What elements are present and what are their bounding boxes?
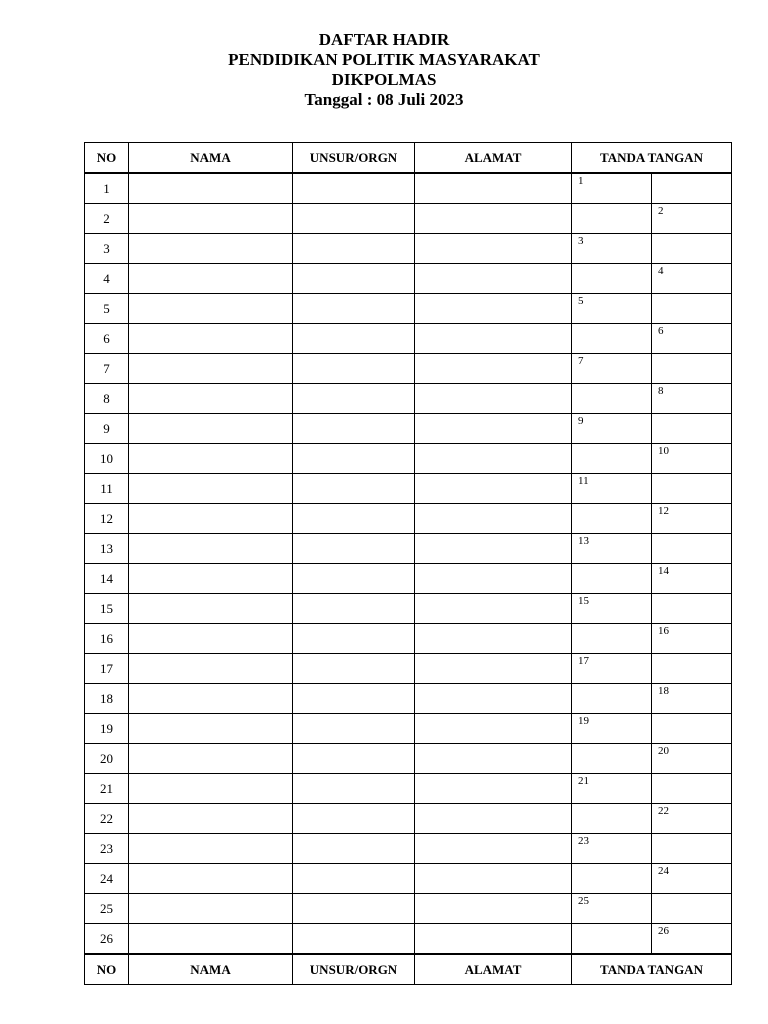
signature-cell-left[interactable]	[572, 594, 652, 624]
column-footer-nama: NAMA	[129, 954, 293, 985]
signature-cell-right[interactable]	[652, 834, 732, 864]
signature-number: 21	[578, 775, 589, 787]
row-number: 4	[85, 264, 129, 294]
nama-cell[interactable]	[129, 264, 293, 294]
column-footer-unsur: UNSUR/ORGN	[293, 954, 415, 985]
unsur-cell[interactable]	[293, 684, 415, 714]
unsur-cell[interactable]	[293, 654, 415, 684]
table-row	[85, 684, 732, 714]
signature-number: 13	[578, 535, 589, 547]
signature-cell-left[interactable]	[572, 804, 652, 834]
table-row	[85, 534, 732, 564]
alamat-cell[interactable]	[415, 654, 572, 684]
unsur-cell[interactable]	[293, 804, 415, 834]
nama-cell[interactable]	[129, 234, 293, 264]
signature-number: 15	[578, 595, 589, 607]
nama-cell[interactable]	[129, 654, 293, 684]
signature-cell-right[interactable]	[652, 684, 732, 714]
nama-cell[interactable]	[129, 414, 293, 444]
column-header-no: NO	[85, 143, 129, 174]
row-number: 22	[85, 804, 129, 834]
signature-cell-left[interactable]	[572, 564, 652, 594]
signature-number: 22	[658, 805, 669, 817]
table-row	[85, 564, 732, 594]
row-number: 16	[85, 624, 129, 654]
row-number: 13	[85, 534, 129, 564]
signature-cell-right[interactable]	[652, 324, 732, 354]
signature-cell-left[interactable]	[572, 714, 652, 744]
signature-cell-right[interactable]	[652, 804, 732, 834]
row-number: 23	[85, 834, 129, 864]
alamat-cell[interactable]	[415, 744, 572, 774]
document-abbreviation: DIKPOLMAS	[331, 70, 437, 89]
column-header-tanda-tangan: TANDA TANGAN	[572, 143, 732, 174]
row-number: 3	[85, 234, 129, 264]
signature-number: 26	[658, 925, 669, 937]
table-row	[85, 924, 732, 955]
row-number: 10	[85, 444, 129, 474]
signature-cell-right[interactable]	[652, 444, 732, 474]
alamat-cell[interactable]	[415, 894, 572, 924]
signature-number: 24	[658, 865, 669, 877]
nama-cell[interactable]	[129, 324, 293, 354]
alamat-cell[interactable]	[415, 834, 572, 864]
alamat-cell[interactable]	[415, 354, 572, 384]
alamat-cell[interactable]	[415, 264, 572, 294]
signature-cell-left[interactable]	[572, 414, 652, 444]
signature-cell-left[interactable]	[572, 173, 652, 204]
signature-cell-left[interactable]	[572, 744, 652, 774]
row-number: 5	[85, 294, 129, 324]
nama-cell[interactable]	[129, 204, 293, 234]
signature-cell-right[interactable]	[652, 744, 732, 774]
alamat-cell[interactable]	[415, 564, 572, 594]
column-header-nama: NAMA	[129, 143, 293, 174]
signature-number: 20	[658, 745, 669, 757]
nama-cell[interactable]	[129, 444, 293, 474]
alamat-cell[interactable]	[415, 924, 572, 955]
unsur-cell[interactable]	[293, 414, 415, 444]
table-row	[85, 864, 732, 894]
signature-cell-left[interactable]	[572, 384, 652, 414]
table-row	[85, 774, 732, 804]
nama-cell[interactable]	[129, 894, 293, 924]
signature-cell-right[interactable]	[652, 654, 732, 684]
alamat-cell[interactable]	[415, 774, 572, 804]
table-footer-row	[85, 954, 732, 985]
table-header-row	[85, 143, 732, 174]
signature-cell-right[interactable]	[652, 774, 732, 804]
table-row	[85, 354, 732, 384]
column-footer-tanda-tangan: TANDA TANGAN	[572, 954, 732, 985]
table-row	[85, 474, 732, 504]
nama-cell[interactable]	[129, 624, 293, 654]
alamat-cell[interactable]	[415, 714, 572, 744]
nama-cell[interactable]	[129, 504, 293, 534]
nama-cell[interactable]	[129, 804, 293, 834]
alamat-cell[interactable]	[415, 173, 572, 204]
row-number: 25	[85, 894, 129, 924]
signature-cell-left[interactable]	[572, 204, 652, 234]
unsur-cell[interactable]	[293, 534, 415, 564]
table-row	[85, 654, 732, 684]
table-row	[85, 204, 732, 234]
signature-number: 23	[578, 835, 589, 847]
signature-cell-left[interactable]	[572, 654, 652, 684]
row-number: 21	[85, 774, 129, 804]
unsur-cell[interactable]	[293, 384, 415, 414]
signature-cell-left[interactable]	[572, 504, 652, 534]
unsur-cell[interactable]	[293, 234, 415, 264]
row-number: 24	[85, 864, 129, 894]
signature-cell-right[interactable]	[652, 624, 732, 654]
signature-cell-right[interactable]	[652, 264, 732, 294]
signature-cell-right[interactable]	[652, 564, 732, 594]
document-subtitle: PENDIDIKAN POLITIK MASYARAKAT	[228, 50, 540, 69]
signature-cell-left[interactable]	[572, 264, 652, 294]
nama-cell[interactable]	[129, 714, 293, 744]
row-number: 14	[85, 564, 129, 594]
signature-cell-left[interactable]	[572, 324, 652, 354]
table-row	[85, 804, 732, 834]
table-row	[85, 744, 732, 774]
unsur-cell[interactable]	[293, 504, 415, 534]
signature-number: 19	[578, 715, 589, 727]
unsur-cell[interactable]	[293, 264, 415, 294]
signature-cell-right[interactable]	[652, 924, 732, 955]
table-row	[85, 834, 732, 864]
signature-cell-right[interactable]	[652, 384, 732, 414]
signature-cell-right[interactable]	[652, 234, 732, 264]
nama-cell[interactable]	[129, 774, 293, 804]
alamat-cell[interactable]	[415, 444, 572, 474]
alamat-cell[interactable]	[415, 204, 572, 234]
signature-cell-right[interactable]	[652, 474, 732, 504]
signature-cell-right[interactable]	[652, 534, 732, 564]
attendance-table	[84, 142, 732, 985]
signature-number: 14	[658, 565, 669, 577]
alamat-cell[interactable]	[415, 684, 572, 714]
alamat-cell[interactable]	[415, 384, 572, 414]
nama-cell[interactable]	[129, 384, 293, 414]
signature-cell-left[interactable]	[572, 294, 652, 324]
signature-cell-left[interactable]	[572, 624, 652, 654]
row-number: 9	[85, 414, 129, 444]
nama-cell[interactable]	[129, 354, 293, 384]
unsur-cell[interactable]	[293, 714, 415, 744]
alamat-cell[interactable]	[415, 294, 572, 324]
column-footer-alamat: ALAMAT	[415, 954, 572, 985]
signature-cell-right[interactable]	[652, 894, 732, 924]
signature-number: 25	[578, 895, 589, 907]
unsur-cell[interactable]	[293, 924, 415, 955]
document-date: Tanggal : 08 Juli 2023	[304, 90, 464, 109]
signature-cell-right[interactable]	[652, 294, 732, 324]
row-number: 20	[85, 744, 129, 774]
nama-cell[interactable]	[129, 834, 293, 864]
signature-cell-right[interactable]	[652, 714, 732, 744]
signature-number: 12	[658, 505, 669, 517]
signature-cell-left[interactable]	[572, 774, 652, 804]
table-row	[85, 264, 732, 294]
table-row	[85, 504, 732, 534]
nama-cell[interactable]	[129, 294, 293, 324]
document-title: DAFTAR HADIR	[318, 30, 450, 49]
unsur-cell[interactable]	[293, 173, 415, 204]
row-number: 26	[85, 924, 129, 955]
signature-number: 11	[578, 475, 589, 487]
signature-number: 6	[658, 325, 664, 337]
signature-number: 7	[578, 355, 584, 367]
signature-number: 18	[658, 685, 669, 697]
row-number: 8	[85, 384, 129, 414]
signature-cell-right[interactable]	[652, 354, 732, 384]
signature-number: 3	[578, 235, 584, 247]
signature-cell-left[interactable]	[572, 864, 652, 894]
table-row	[85, 894, 732, 924]
row-number: 1	[85, 173, 129, 204]
signature-cell-left[interactable]	[572, 834, 652, 864]
alamat-cell[interactable]	[415, 324, 572, 354]
unsur-cell[interactable]	[293, 834, 415, 864]
signature-number: 1	[578, 175, 584, 187]
unsur-cell[interactable]	[293, 354, 415, 384]
signature-number: 8	[658, 385, 664, 397]
table-body	[85, 173, 732, 954]
unsur-cell[interactable]	[293, 594, 415, 624]
table-row	[85, 444, 732, 474]
row-number: 2	[85, 204, 129, 234]
signature-number: 5	[578, 295, 584, 307]
table-row	[85, 294, 732, 324]
row-number: 19	[85, 714, 129, 744]
column-footer-no: NO	[85, 954, 129, 985]
signature-cell-left[interactable]	[572, 924, 652, 955]
nama-cell[interactable]	[129, 564, 293, 594]
row-number: 12	[85, 504, 129, 534]
row-number: 15	[85, 594, 129, 624]
column-header-unsur: UNSUR/ORGN	[293, 143, 415, 174]
signature-cell-left[interactable]	[572, 894, 652, 924]
row-number: 6	[85, 324, 129, 354]
unsur-cell[interactable]	[293, 624, 415, 654]
unsur-cell[interactable]	[293, 564, 415, 594]
signature-cell-left[interactable]	[572, 534, 652, 564]
row-number: 17	[85, 654, 129, 684]
unsur-cell[interactable]	[293, 204, 415, 234]
unsur-cell[interactable]	[293, 774, 415, 804]
signature-cell-left[interactable]	[572, 684, 652, 714]
signature-cell-right[interactable]	[652, 864, 732, 894]
table-row	[85, 384, 732, 414]
signature-number: 4	[658, 265, 664, 277]
signature-number: 10	[658, 445, 669, 457]
unsur-cell[interactable]	[293, 474, 415, 504]
signature-cell-left[interactable]	[572, 354, 652, 384]
row-number: 11	[85, 474, 129, 504]
signature-cell-left[interactable]	[572, 474, 652, 504]
alamat-cell[interactable]	[415, 474, 572, 504]
row-number: 7	[85, 354, 129, 384]
alamat-cell[interactable]	[415, 414, 572, 444]
table-row	[85, 624, 732, 654]
nama-cell[interactable]	[129, 474, 293, 504]
unsur-cell[interactable]	[293, 744, 415, 774]
unsur-cell[interactable]	[293, 444, 415, 474]
alamat-cell[interactable]	[415, 504, 572, 534]
signature-cell-left[interactable]	[572, 234, 652, 264]
table-row	[85, 594, 732, 624]
table-row	[85, 234, 732, 264]
nama-cell[interactable]	[129, 534, 293, 564]
nama-cell[interactable]	[129, 684, 293, 714]
signature-cell-right[interactable]	[652, 414, 732, 444]
nama-cell[interactable]	[129, 173, 293, 204]
column-header-alamat: ALAMAT	[415, 143, 572, 174]
nama-cell[interactable]	[129, 924, 293, 955]
unsur-cell[interactable]	[293, 894, 415, 924]
signature-cell-right[interactable]	[652, 504, 732, 534]
signature-cell-right[interactable]	[652, 594, 732, 624]
signature-cell-right[interactable]	[652, 204, 732, 234]
signature-number: 2	[658, 205, 664, 217]
signature-cell-right[interactable]	[652, 173, 732, 204]
table-row	[85, 714, 732, 744]
table-row	[85, 173, 732, 204]
signature-cell-left[interactable]	[572, 444, 652, 474]
alamat-cell[interactable]	[415, 234, 572, 264]
nama-cell[interactable]	[129, 594, 293, 624]
alamat-cell[interactable]	[415, 624, 572, 654]
nama-cell[interactable]	[129, 744, 293, 774]
signature-number: 16	[658, 625, 669, 637]
unsur-cell[interactable]	[293, 294, 415, 324]
nama-cell[interactable]	[129, 864, 293, 894]
unsur-cell[interactable]	[293, 324, 415, 354]
alamat-cell[interactable]	[415, 864, 572, 894]
row-number: 18	[85, 684, 129, 714]
signature-number: 17	[578, 655, 589, 667]
signature-number: 9	[578, 415, 584, 427]
table-row	[85, 414, 732, 444]
alamat-cell[interactable]	[415, 804, 572, 834]
alamat-cell[interactable]	[415, 594, 572, 624]
table-row	[85, 324, 732, 354]
document-header	[0, 30, 768, 110]
unsur-cell[interactable]	[293, 864, 415, 894]
alamat-cell[interactable]	[415, 534, 572, 564]
